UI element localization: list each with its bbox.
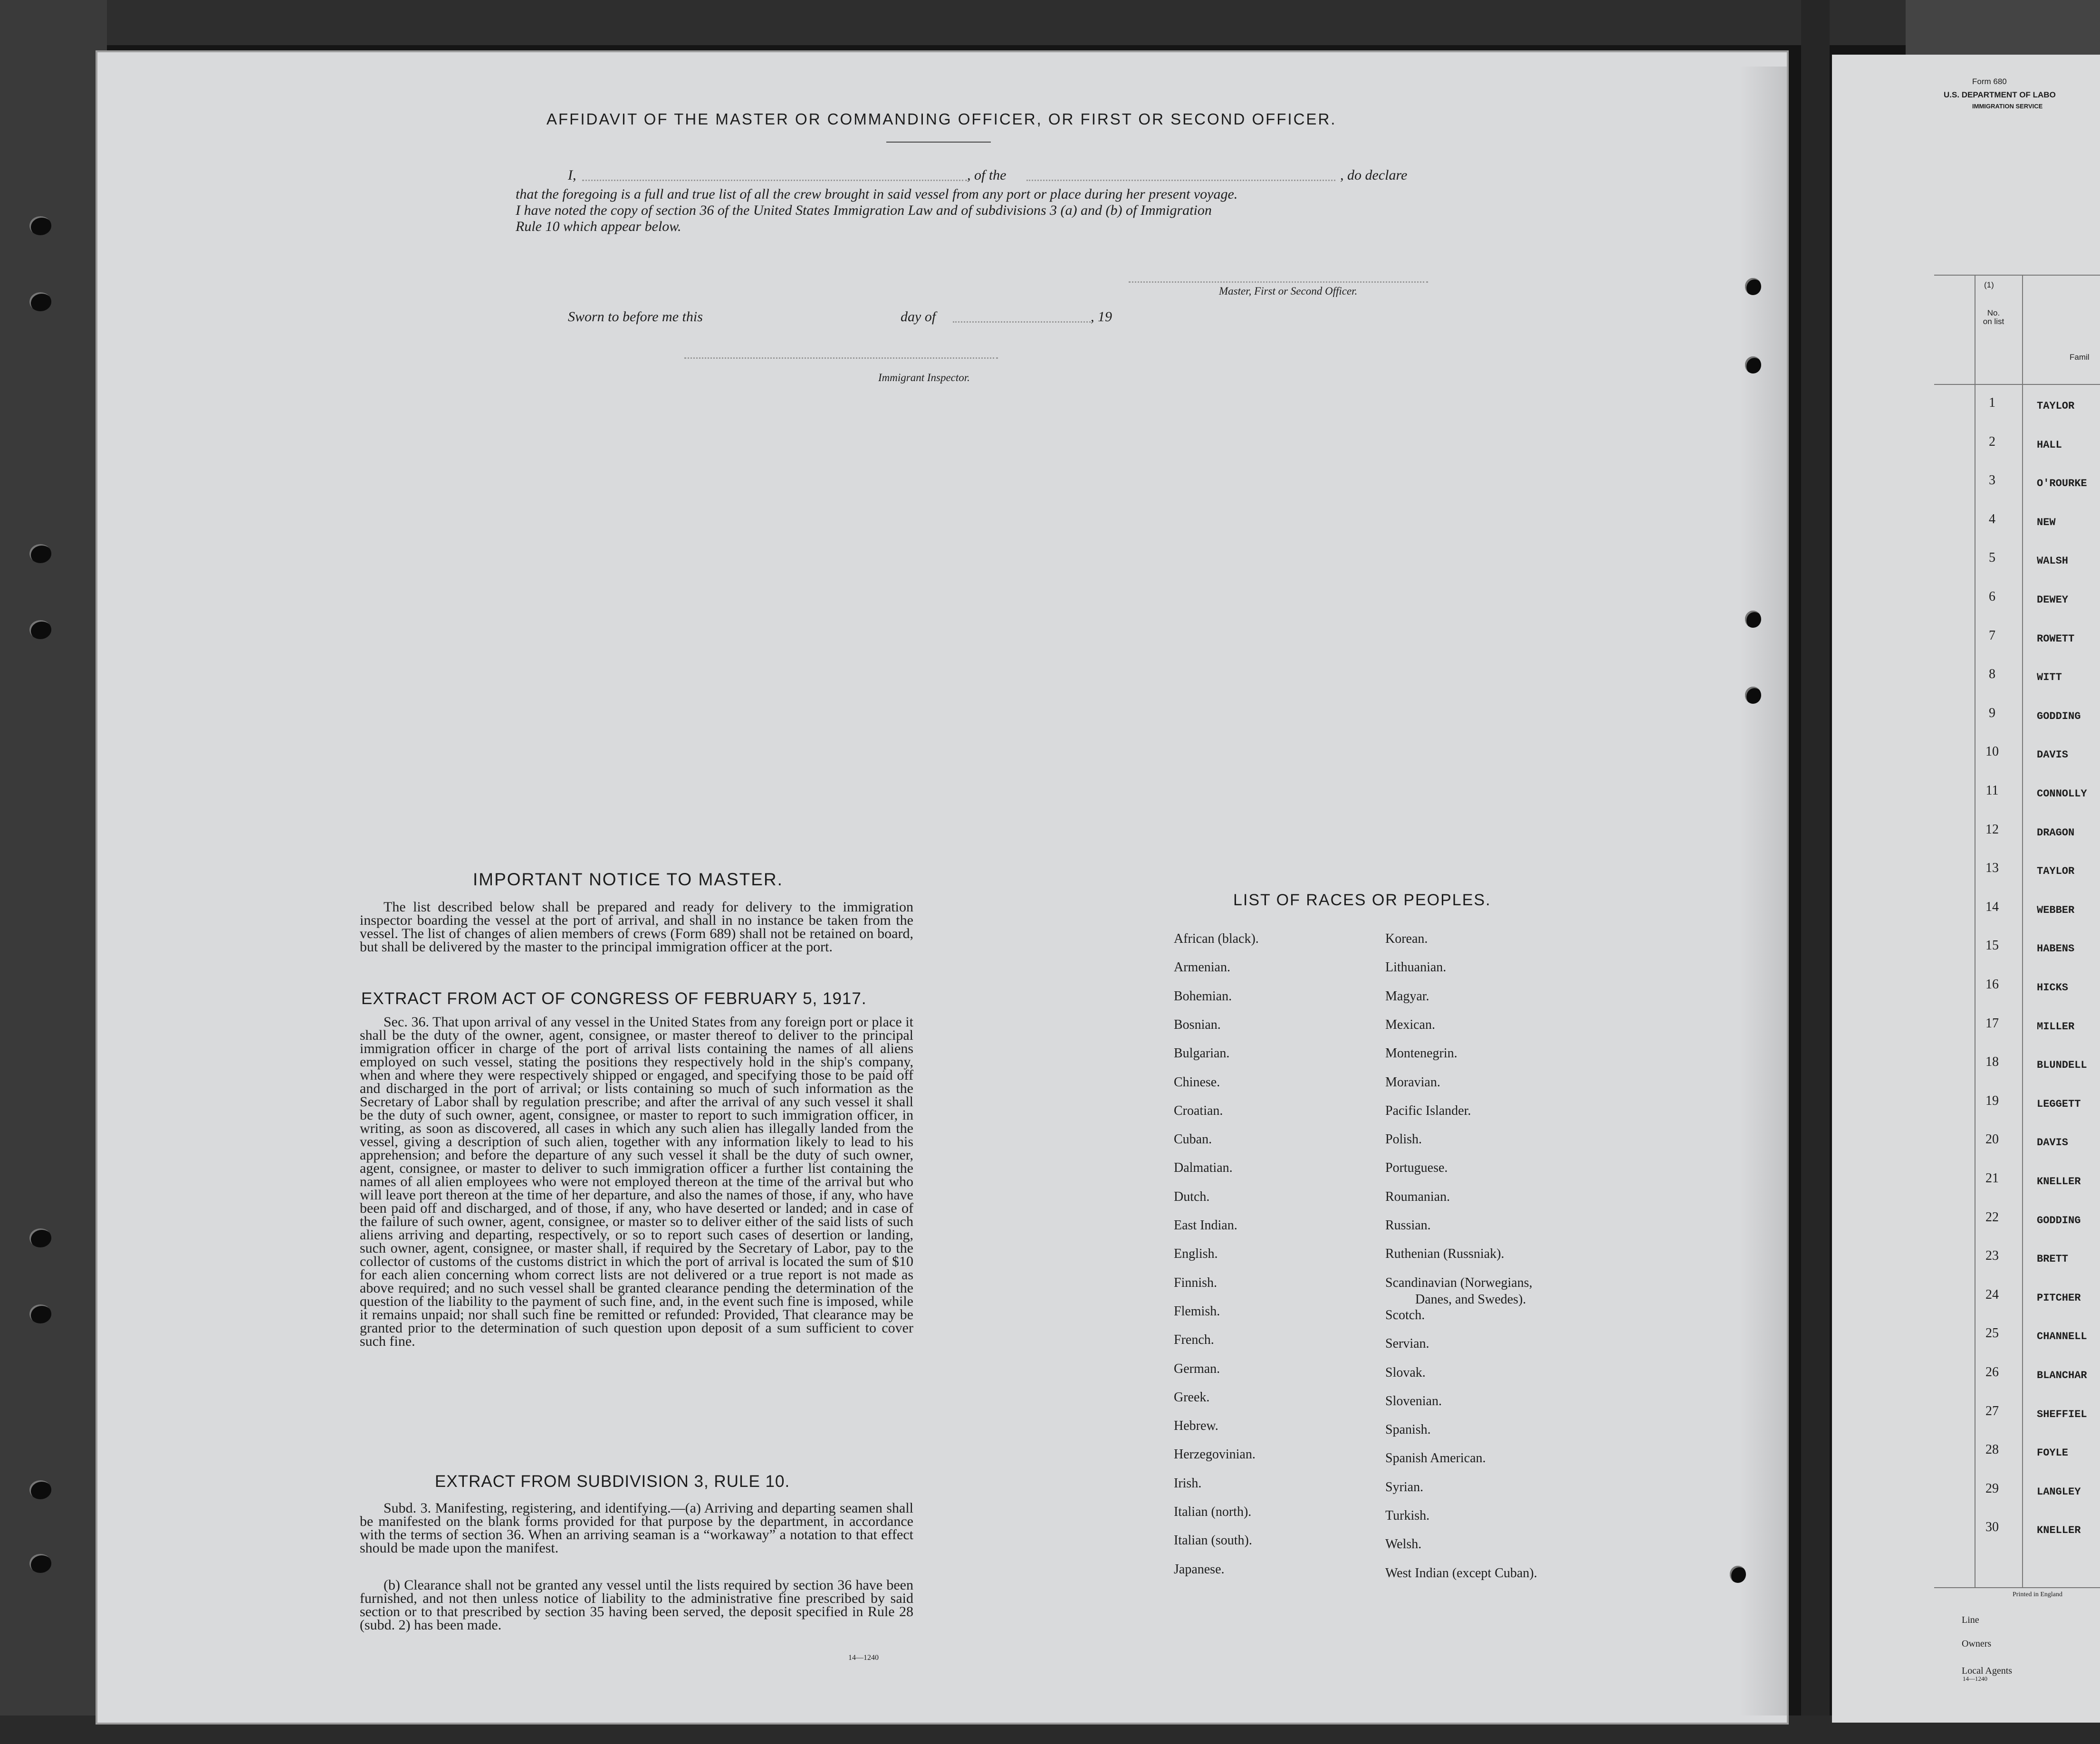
race-item: Roumanian. [1385, 1189, 1450, 1204]
table-top-rule [1934, 275, 2100, 276]
service-label: IMMIGRATION SERVICE [1972, 103, 2043, 110]
row-number: 5 [1989, 550, 1995, 565]
crew-family-name: BLUNDELL [2037, 1059, 2087, 1072]
row-number: 28 [1985, 1442, 1999, 1457]
printed-label: Printed in England [2013, 1591, 2062, 1598]
print-code: 14—1240 [848, 1654, 879, 1662]
crew-family-name: DAVIS [2037, 1137, 2069, 1149]
crew-family-name: WEBBER [2037, 904, 2075, 916]
race-item: Pacific Islander. [1385, 1103, 1471, 1118]
page-hole-icon [1745, 687, 1761, 704]
race-item: Italian (north). [1174, 1504, 1252, 1519]
crew-family-name: WALSH [2037, 555, 2069, 567]
row-number: 8 [1989, 667, 1995, 682]
race-item: Chinese. [1174, 1074, 1220, 1090]
crew-family-name: O'ROURKE [2037, 478, 2087, 490]
crew-family-name: LANGLEY [2037, 1485, 2081, 1498]
crew-family-name: FOYLE [2037, 1447, 2069, 1459]
row-number: 25 [1985, 1326, 1999, 1341]
race-item: Servian. [1385, 1336, 1429, 1351]
year-label: , 19 [1091, 309, 1112, 325]
race-item: Italian (south). [1174, 1533, 1252, 1548]
race-item: Bosnian. [1174, 1017, 1221, 1032]
row-number: 20 [1985, 1132, 1999, 1147]
row-number: 21 [1985, 1171, 1999, 1186]
race-item: Hebrew. [1174, 1418, 1218, 1434]
page-hole-icon [1745, 611, 1761, 628]
crew-family-name: BLANCHAR [2037, 1370, 2087, 1381]
binder-hole-icon [29, 1554, 51, 1573]
notice-title: IMPORTANT NOTICE TO MASTER. [473, 870, 783, 889]
row-number: 16 [1985, 977, 1999, 992]
race-item: Syrian. [1385, 1479, 1424, 1495]
crew-family-name: DEWEY [2037, 594, 2069, 606]
row-number: 23 [1985, 1248, 1999, 1264]
binder-top [0, 0, 2100, 45]
agents-label: Local Agents [1962, 1666, 2013, 1676]
affidavit-title: AFFIDAVIT OF THE MASTER OR COMMANDING OFFICER, OR FIRST OR SECOND OFFICER. [547, 110, 1337, 128]
line-label: Line [1962, 1615, 1979, 1625]
crew-family-name: ROWETT [2037, 632, 2075, 645]
row-number: 19 [1985, 1093, 1999, 1108]
race-item: Herzegovinian. [1174, 1447, 1256, 1462]
table-header-rule [1934, 384, 2100, 385]
department-label: U.S. DEPARTMENT OF LABO [1944, 90, 2056, 99]
race-item: West Indian (except Cuban). [1385, 1565, 1537, 1581]
race-item: Turkish. [1385, 1508, 1430, 1523]
race-item: East Indian. [1174, 1218, 1237, 1233]
race-item: Flemish. [1174, 1303, 1220, 1319]
column-no-on-list: No. on list [1983, 308, 2004, 326]
race-item: Croatian. [1174, 1103, 1223, 1118]
race-item: Moravian. [1385, 1074, 1440, 1090]
crew-family-name: HALL [2037, 439, 2062, 451]
inspector-label: Immigrant Inspector. [878, 372, 970, 383]
race-item: Mexican. [1385, 1017, 1435, 1032]
race-item: Slovenian. [1385, 1393, 1442, 1409]
binder-divider [1801, 0, 1830, 1744]
row-number: 24 [1985, 1287, 1999, 1302]
crew-family-name: GODDING [2037, 710, 2081, 722]
form-number: Form 680 [1972, 77, 2007, 86]
races-title: LIST OF RACES OR PEOPLES. [1233, 891, 1491, 909]
crew-list-page [1832, 55, 2100, 1723]
crew-family-name: WITT [2037, 671, 2062, 684]
row-number: 30 [1985, 1520, 1999, 1535]
row-number: 18 [1985, 1054, 1999, 1070]
race-item: Magyar. [1385, 988, 1429, 1004]
row-number: 4 [1989, 511, 1995, 527]
crew-family-name: TAYLOR [2037, 865, 2075, 878]
manifest-page [97, 52, 1787, 1723]
race-item: French. [1174, 1332, 1214, 1348]
row-number: 12 [1985, 822, 1999, 837]
crew-family-name: NEW [2037, 516, 2056, 528]
owners-label: Owners [1962, 1639, 1992, 1649]
binder-hole-icon [29, 292, 51, 311]
day-of-label: day of [901, 309, 936, 325]
race-item: Korean. [1385, 931, 1428, 946]
row-number: 9 [1989, 705, 1995, 720]
binder-hole-icon [29, 1304, 51, 1323]
notice-paragraph: The list described below shall be prepared and ready for delivery to the immigration inspector boarding the vessel at the port of arrival, and shall in no instance be taken from the vessel. The list of changes of alien members of crews (Form 689) shall not be retained on board, but shall be delivered by the master to the principal immigration officer at the port. [360, 899, 913, 955]
affidavit-i: I, [568, 167, 576, 183]
name-blank[interactable] [582, 180, 967, 181]
page-hole-icon [1730, 1566, 1746, 1583]
race-item: Ruthenian (Russniak). [1385, 1246, 1505, 1262]
inspector-blank[interactable] [684, 357, 998, 359]
crew-family-name: GODDING [2037, 1214, 2081, 1227]
title-rule [886, 142, 991, 143]
crew-family-name: KNELLER [2037, 1524, 2081, 1537]
crew-family-name: KNELLER [2037, 1176, 2081, 1188]
crew-family-name: DAVIS [2037, 749, 2069, 761]
crew-family-name: SHEFFIEL [2037, 1408, 2087, 1420]
row-number: 1 [1989, 395, 1995, 410]
row-number: 27 [1985, 1403, 1999, 1418]
crew-family-name: PITCHER [2037, 1292, 2081, 1304]
column-number: (1) [1984, 280, 1994, 289]
row-number: 26 [1985, 1365, 1999, 1380]
month-blank[interactable] [953, 321, 1091, 323]
affidavit-line: Rule 10 which appear below. [516, 219, 681, 234]
race-item: English. [1174, 1246, 1218, 1262]
binder-left [0, 0, 107, 1744]
signature-blank[interactable] [1129, 281, 1428, 283]
binder-hole-icon [29, 544, 51, 563]
row-number: 22 [1985, 1209, 1999, 1225]
row-number: 15 [1985, 938, 1999, 953]
rule-title: EXTRACT FROM SUBDIVISION 3, RULE 10. [435, 1472, 790, 1491]
row-number: 17 [1985, 1016, 1999, 1031]
affidavit-text [516, 186, 1438, 235]
row-number: 3 [1989, 473, 1995, 488]
row-number: 7 [1989, 628, 1995, 643]
race-item: Cuban. [1174, 1132, 1212, 1147]
table-column-rule [2022, 275, 2023, 1587]
race-item: Welsh. [1385, 1537, 1422, 1552]
section-36-text: Sec. 36. That upon arrival of any vessel in the United States from any foreign port or place it shall be the duty of the owner, agent, consignee, or master thereof to deliver to the principal immigration officer in charge of the port of arrival lists containing the names of all aliens employed on such vessel, stating the positions they respectively hold in the ship's company, when and where they were respectively shipped or engaged, and specifying those to be paid off and discharged in the port of arrival; or lists containing so much of such information as the Secretary of Labor shall by regulation prescribe; and after the arrival of any such vessel it shall be the duty of such owner, agent, consignee, or master to report to such immigration officer, in writing, as soon as discovered, all cases in which any such alien has illegally landed from the vessel, giving a description of such alien, together with any information likely to lead to his apprehension; and before the departure of any such vessel it shall be the duty of such owner, agent, consignee, or master to deliver to such immigration officer a further list containing the names of all alien employees who were not employed thereon at the time of the arrival but who will leave port thereon at the time of her departure, and also the names of those, if any, who have been paid off and discharged, and of those, if any, who have deserted or landed; and in case of the failure of such owner, agent, consignee, or master so to deliver either of the said lists of such aliens arriving and departing, respectively, or so to report such cases of desertion or landing, such owner, agent, consignee, or master shall, if required by the Secretary of Labor, pay to the collector of customs of the customs district in which the port of arrival is located the sum of $10 for each alien concerning whom correct lists are not delivered or a true report is not made as above required; and no such vessel shall be granted clearance pending the determination of the question of the liability to the payment of such fine, and, in the event such fine is imposed, while it remains unpaid; nor shall such fine be remitted or refunded: Provided, That clearance may be granted prior to the determination of such question upon deposit of a sum sufficient to cover such fine. [360, 1014, 913, 1349]
sworn-label: Sworn to before me this [568, 309, 703, 325]
race-item: Scotch. [1385, 1307, 1425, 1322]
affidavit-do-declare: , do declare [1340, 167, 1408, 183]
race-item: Russian. [1385, 1218, 1431, 1233]
race-item: Armenian. [1174, 960, 1230, 975]
affidavit-line: that the foregoing is a full and true list of all the crew brought in said vessel from any port or place during her present voyage. [516, 186, 1238, 202]
crew-family-name: TAYLOR [2037, 400, 2075, 412]
row-number: 6 [1989, 589, 1995, 604]
race-item: Finnish. [1174, 1275, 1218, 1290]
subdivision-b-text: (b) Clearance shall not be granted any vessel until the lists required by section 36 have been furnished, and not then unless notice of liability to the administrative fine prescribed by said section or to that prescribed by section 35 having been served, the deposit specified in Rule 28 (subd. 2) has been made. [360, 1577, 913, 1633]
page-hole-icon [1745, 278, 1761, 295]
race-item: German. [1174, 1361, 1220, 1376]
race-item: Montenegrin. [1385, 1046, 1458, 1061]
binder-hole-icon [29, 1228, 51, 1247]
race-item: Spanish. [1385, 1422, 1431, 1437]
race-item: Irish. [1174, 1476, 1202, 1491]
affidavit-of-the: , of the [967, 167, 1007, 183]
race-item: Scandinavian (Norwegians, [1385, 1275, 1533, 1290]
race-item: Dalmatian. [1174, 1160, 1233, 1176]
crew-family-name: CONNOLLY [2037, 788, 2087, 800]
signature-label: Master, First or Second Officer. [1219, 285, 1358, 297]
race-item: Slovak. [1385, 1365, 1426, 1380]
row-number: 11 [1985, 783, 1999, 798]
crew-family-name: CHANNELL [2037, 1331, 2087, 1343]
race-item: Portuguese. [1385, 1160, 1448, 1176]
binder-hole-icon [29, 1480, 51, 1499]
race-item: Greek. [1174, 1389, 1210, 1405]
affidavit-line: I have noted the copy of section 36 of the United States Immigration Law and of subdivisions 3 (a) and (b) of Immigration [516, 202, 1212, 218]
crew-family-name: DRAGON [2037, 826, 2075, 839]
row-number: 14 [1985, 899, 1999, 914]
race-item: Japanese. [1174, 1562, 1225, 1577]
binder-hole-icon [29, 216, 51, 235]
crew-print-code: 14—1240 [1963, 1675, 1987, 1682]
race-item: African (black). [1174, 931, 1259, 946]
row-number: 2 [1989, 434, 1995, 449]
subdivision-a-text: Subd. 3. Manifesting, registering, and identifying.—(a) Arriving and departing seamen shall be manifested on the blank forms provided for that purpose by the department, in accordance with the terms of section 36. When an arriving seaman is a “workaway” a notation to that effect should be made upon the manifest. [360, 1500, 913, 1556]
race-item: Lithuanian. [1385, 960, 1447, 975]
race-item: Bulgarian. [1174, 1046, 1230, 1061]
row-number: 29 [1985, 1481, 1999, 1496]
binder-hole-icon [29, 620, 51, 639]
page-edge-shadow [1739, 67, 1787, 1715]
table-bottom-rule [1934, 1587, 2100, 1588]
crew-family-name: HABENS [2037, 943, 2075, 955]
row-number: 13 [1985, 861, 1999, 876]
column-family-name: Famil [2070, 353, 2090, 362]
page-hole-icon [1745, 356, 1761, 374]
crew-family-name: LEGGETT [2037, 1098, 2081, 1110]
crew-family-name: BRETT [2037, 1253, 2069, 1265]
crew-family-name: HICKS [2037, 982, 2069, 994]
vessel-blank[interactable] [1026, 180, 1335, 181]
race-item: Spanish American. [1385, 1451, 1486, 1466]
race-item: Bohemian. [1174, 988, 1232, 1004]
race-item: Polish. [1385, 1132, 1422, 1147]
row-number: 10 [1985, 744, 1999, 759]
race-item: Danes, and Swedes). [1415, 1292, 1526, 1307]
act-title: EXTRACT FROM ACT OF CONGRESS OF FEBRUARY 5, 1917. [361, 989, 867, 1008]
crew-family-name: MILLER [2037, 1020, 2075, 1033]
race-item: Dutch. [1174, 1189, 1210, 1204]
